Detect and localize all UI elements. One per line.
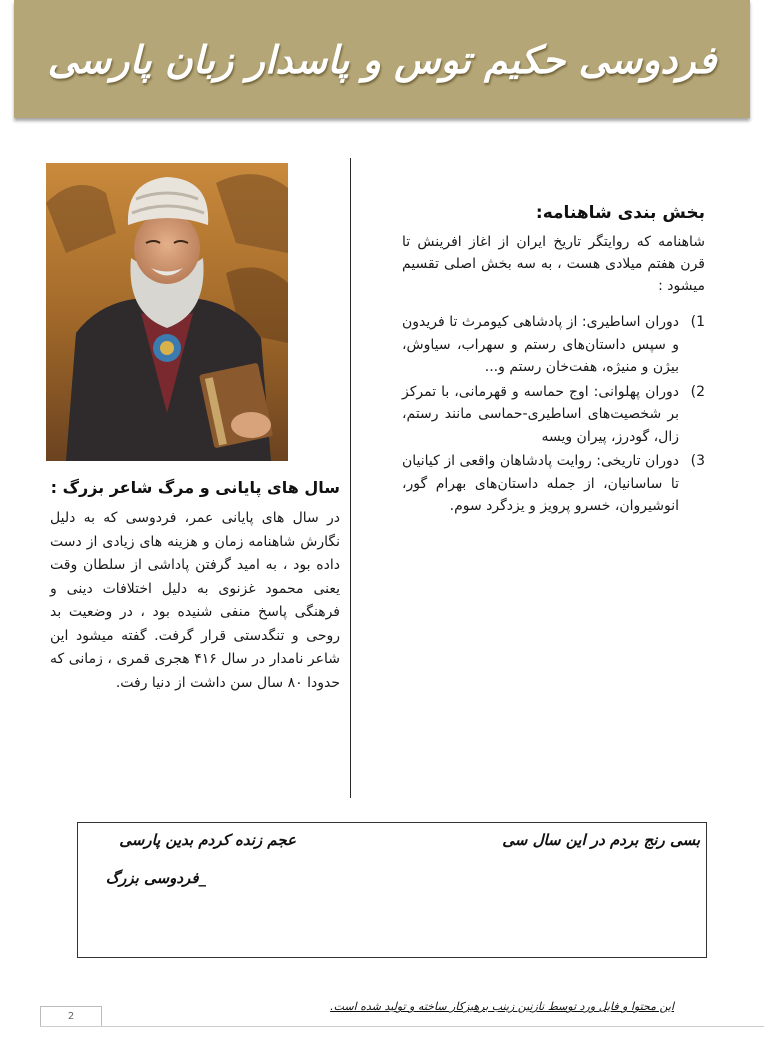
column-divider <box>350 158 351 798</box>
verse-line-second: عجم زنده کردم بدین پارسی <box>119 831 296 849</box>
list-item <box>402 450 705 518</box>
portrait-illustration <box>46 163 288 461</box>
title-banner <box>14 0 750 118</box>
era-list <box>402 311 705 518</box>
footer-divider <box>40 1026 764 1027</box>
list-text: دوران اساطیری: از پادشاهی کیومرث تا فریدون و سپس داستان‌های رستم و سهراب، سیاوش، بیژن و منیژه، هفت‌خان رستم و... <box>402 314 679 375</box>
list-text: دوران پهلوانی: اوج حماسه و قهرمانی، با تمرکز بر شخصیت‌های اساطیری-حماسی مانند رستم، زال، گودرز، پیران ویسه <box>402 383 679 445</box>
list-number: 1) <box>690 314 705 330</box>
list-text: دوران تاریخی: روایت پادشاهان واقعی از کیانیان تا ساسانیان، از جمله داستان‌های بهرام گور، انوشیروان، خسرو پرویز و یزدگرد سوم. <box>402 453 679 514</box>
page-number: 2 <box>40 1006 102 1026</box>
footer-credit: این محتوا و فایل ورد توسط نازنین زینب برهیزکار ساخته و تولید شده است. <box>330 1000 674 1013</box>
verse-line-first: بسی رنج بردم در این سال سی <box>502 831 700 849</box>
list-item <box>402 381 705 449</box>
shahnameh-section <box>402 203 705 520</box>
section-intro: شاهنامه که روایتگر تاریخ ایران از اغاز افرینش تا قرن هفتم میلادی هست ، به سه بخش اصلی تقسیم میشود : <box>402 234 705 294</box>
page-title: فردوسی حکیم توس و پاسدار زبان پارسی <box>47 36 717 82</box>
list-number: 3) <box>690 453 705 469</box>
section-body: در سال های پایانی عمر، فردوسی که به دلیل نگارش شاهنامه زمان و هزینه های زیادی از دست داده بود ، به امید گرفتن پاداشی از سلطان وقت یعنی محمود غزنوی به دلیل اختلافات دینی و فرهنگی پاسخ منفی شنیده بود ، در وضعیت بد روحی و تنگدستی قرار گرفت. گفته میشود این شاعر نامدار در سال ۴۱۶ هجری قمری ، زمانی که حدودا ۸۰ سال سن داشت از دنیا رفت. <box>50 510 340 691</box>
verse-attribution: _فردوسی بزرگ <box>105 869 206 887</box>
verse-box <box>77 822 707 958</box>
list-item <box>402 311 705 379</box>
final-years-section <box>50 478 340 695</box>
section-heading: بخش بندی شاهنامه: <box>535 203 705 223</box>
list-number: 2) <box>690 383 705 400</box>
section-heading: سال های پایانی و مرگ شاعر بزرگ : <box>50 478 340 497</box>
poet-portrait-icon <box>46 163 288 461</box>
